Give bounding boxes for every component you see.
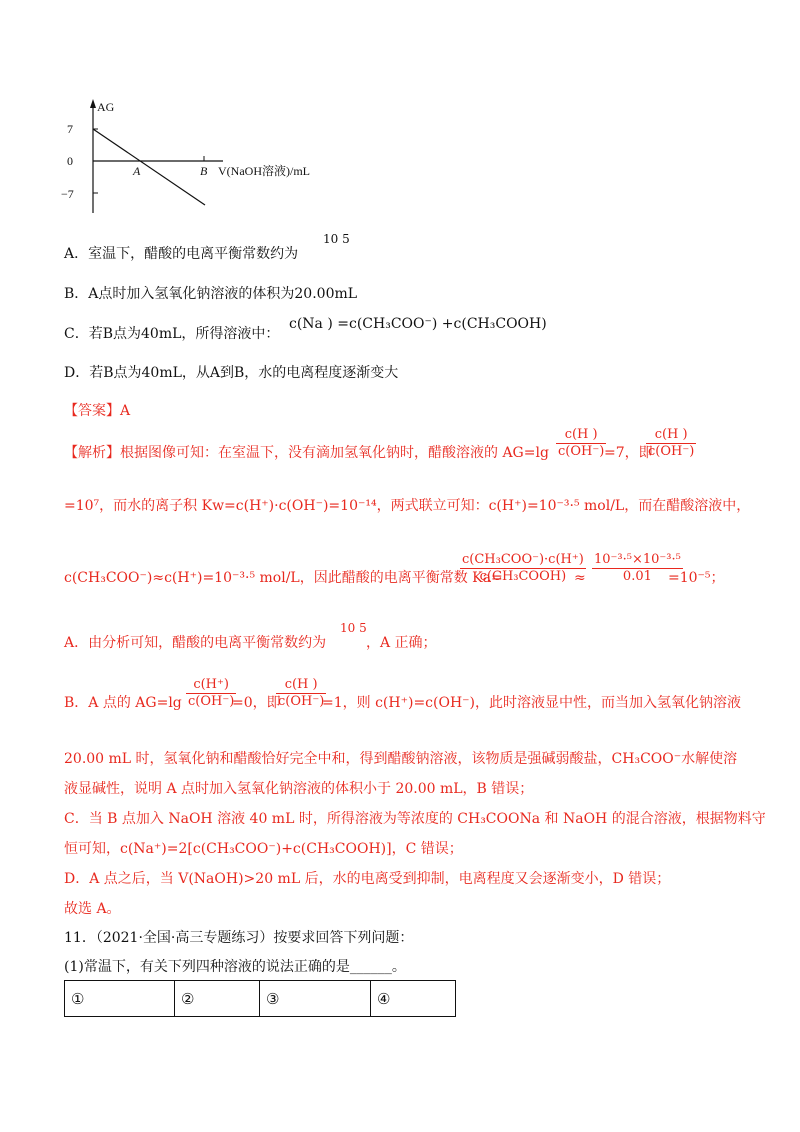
- titration-curve: [93, 129, 205, 205]
- fraction-6-num: c(H ): [276, 677, 326, 694]
- analysis-conclusion: 故选 A。: [64, 901, 121, 917]
- fraction-1-den: c(OH⁻): [558, 444, 605, 459]
- fraction-3-den: c(CH₃COOH): [479, 569, 567, 584]
- fraction-5-num: c(H⁺): [186, 677, 236, 694]
- analysis-option-b-mid1: =0，即: [232, 695, 281, 711]
- fraction-1-num: c(H ): [556, 427, 606, 444]
- y-axis-label: AG: [97, 100, 115, 114]
- analysis-option-a-expr: 10 5: [340, 621, 367, 635]
- analysis-option-b-line3: 液显碱性，说明 A 点时加入氢氧化钠溶液的体积小于 20.00 mL，B 错误；: [64, 781, 534, 797]
- y-axis-arrow: [90, 99, 96, 108]
- fraction-3-num: c(CH₃COO⁻)·c(H⁺): [462, 552, 584, 567]
- analysis-option-c-line1: C．当 B 点加入 NaOH 溶液 40 mL 时，所得溶液为等浓度的 CH₃COONa 和 NaOH 的混合溶液，根据物料守: [64, 811, 766, 827]
- table-cell-4: ④: [371, 981, 456, 1017]
- x-axis-label: V(NaOH溶液)/mL: [218, 164, 310, 178]
- analysis-line1: 【解析】根据图像可知：在室温下，没有滴加氢氧化钠时，醋酸溶液的 AG=lg: [64, 445, 549, 461]
- analysis-option-b-line2: 20.00 mL 时，氢氧化钠和醋酸恰好完全中和，得到醋酸钠溶液，该物质是强碱弱酸盐，CH₃COO⁻水解使溶: [64, 751, 738, 767]
- option-a-expr: 10 5: [323, 232, 350, 246]
- fraction-5-den: c(OH⁻): [188, 694, 235, 709]
- option-c-expr: c(Na ) =c(CH₃COO⁻) +c(CH₃COOH): [289, 316, 547, 332]
- answer-label: 【答案】A: [64, 403, 131, 419]
- analysis-line1-mid: =7，即: [604, 445, 653, 461]
- approx-sign: ≈: [574, 570, 586, 586]
- point-a-label: A: [133, 164, 141, 178]
- analysis-option-b-mid2: =1，则 c(H⁺)=c(OH⁻)，此时溶液显中性，而当加入氢氧化钠溶液: [322, 695, 742, 711]
- option-a: [64, 245, 298, 263]
- table-row: [65, 981, 456, 1017]
- fraction-4-den: 0.01: [622, 569, 652, 584]
- analysis-option-a-suffix: ，A 正确；: [366, 635, 437, 651]
- fraction-4-num: 10⁻³·⁵×10⁻³·⁵: [594, 552, 681, 567]
- fraction-6-den: c(OH⁻): [278, 694, 325, 709]
- table-cell-3: ③: [260, 981, 371, 1017]
- table-cell-2: ②: [175, 981, 260, 1017]
- fraction-3: [460, 552, 586, 585]
- y-tick-0: 0: [67, 154, 73, 168]
- option-b: B．A点时加入氢氧化钠溶液的体积为20.00mL: [64, 286, 358, 302]
- analysis-line3: c(CH₃COO⁻)≈c(H⁺)=10⁻³·⁵ mol/L，因此醋酸的电离平衡常数 Ka=: [64, 570, 503, 586]
- option-c: C．若B点为40mL，所得溶液中：: [64, 326, 280, 342]
- analysis-line2: =10⁷，而水的离子积 Kw=c(H⁺)·c(OH⁻)=10⁻¹⁴，两式联立可知：c(H⁺)=10⁻³·⁵ mol/L，而在醋酸溶液中，: [64, 498, 751, 514]
- analysis-option-a: [64, 634, 326, 652]
- analysis-option-a-text: A．由分析可知，醋酸的电离平衡常数约为: [64, 635, 327, 651]
- table-cell-1: ①: [65, 981, 175, 1017]
- fraction-2-num: c(H ): [646, 427, 696, 444]
- fraction-1: [556, 427, 606, 460]
- analysis-option-d: D．A 点之后，当 V(NaOH)>20 mL 后，水的电离受到抑制，电离程度又会逐渐变小，D 错误；: [64, 871, 671, 887]
- analysis-option-b: B．A 点的 AG=lg: [64, 695, 182, 711]
- question-11-header: 11．（2021·全国·高三专题练习）按要求回答下列问题：: [64, 930, 414, 946]
- y-tick-minus7: −7: [61, 187, 74, 201]
- analysis-option-c-line2: 恒可知，c(Na⁺)=2[c(CH₃COO⁻)+c(CH₃COOH)]，C 错误；: [64, 841, 463, 857]
- fraction-6: [276, 677, 326, 710]
- solutions-table: [64, 980, 456, 1017]
- option-d: D．若B点为40mL，从A到B，水的电离程度逐渐变大: [64, 365, 399, 381]
- fraction-2: [646, 427, 696, 460]
- question-11-part1: (1)常温下，有关下列四种溶液的说法正确的是______。: [64, 959, 406, 975]
- point-b-label: B: [200, 164, 208, 178]
- ag-graph: [55, 95, 355, 220]
- fraction-5: [186, 677, 236, 710]
- analysis-line3-suffix: =10⁻⁵；: [668, 570, 725, 586]
- fraction-2-den: c(OH⁻): [648, 444, 695, 459]
- y-tick-7: 7: [67, 122, 73, 136]
- option-a-text: A．室温下，醋酸的电离平衡常数约为: [64, 246, 299, 262]
